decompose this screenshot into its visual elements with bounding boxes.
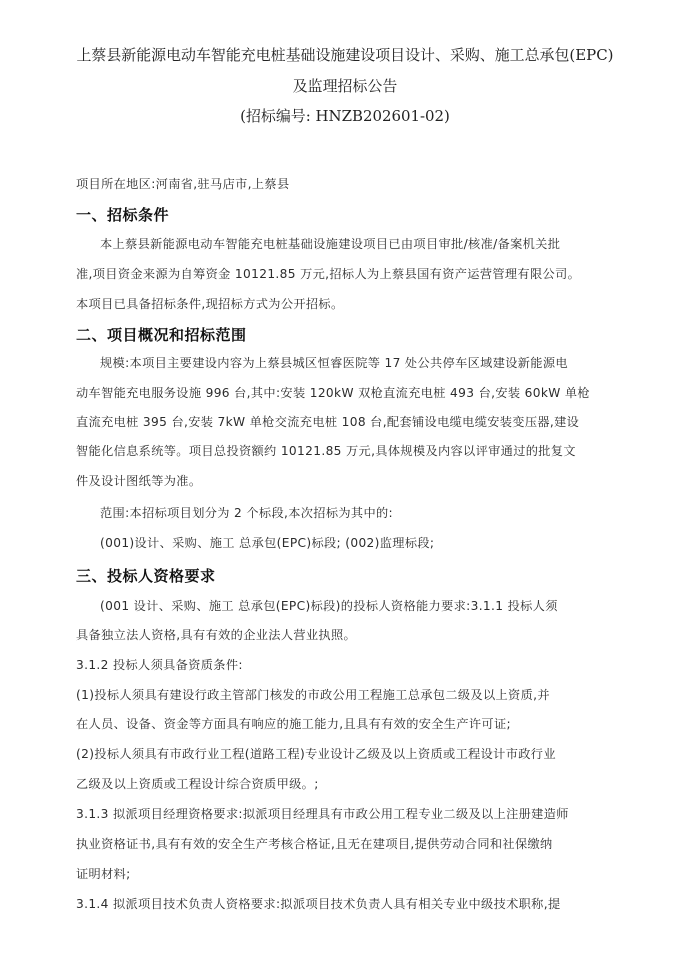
section-3-paragraph-line: 证明材料; xyxy=(76,867,131,881)
section-3-paragraph-line: (1)投标人须具有建设行政主管部门核发的市政公用工程施工总承包二级及以上资质,并 xyxy=(76,688,550,702)
section-3-paragraph-line: 3.1.3 拟派项目经理资格要求:拟派项目经理具有市政公用工程专业二级及以上注册建造师 xyxy=(76,807,569,821)
section-2-paragraph-line: 件及设计图纸等为准。 xyxy=(76,474,202,488)
section-3-paragraph-line: 具备独立法人资格,具有有效的企业法人营业执照。 xyxy=(76,628,357,642)
section-3-paragraph-line: 3.1.4 拟派项目技术负责人资格要求:拟派项目技术负责人具有相关专业中级技术职称,提 xyxy=(76,897,561,911)
section-2-paragraph-line: 直流充电桩 395 台,安装 7kW 单枪交流充电桩 108 台,配套铺设电缆电缆安装变压器,建设 xyxy=(76,415,580,429)
section-2-lots-line: (001)设计、采购、施工 总承包(EPC)标段; (002)监理标段; xyxy=(100,536,435,550)
document-title-line-2: 及监理招标公告 xyxy=(292,77,398,95)
section-3-paragraph-line: 执业资格证书,具有有效的安全生产考核合格证,且无在建项目,提供劳动合同和社保缴纳 xyxy=(76,837,553,851)
section-2-paragraph-line: 规模:本项目主要建设内容为上蔡县城区恒睿医院等 17 处公共停车区域建设新能源电 xyxy=(100,356,568,370)
section-2-paragraph-line: 动车智能充电服务设施 996 台,其中:安装 120kW 双枪直流充电桩 493 台,安装 60kW 单枪 xyxy=(76,386,590,400)
section-1-heading: 一、招标条件 xyxy=(76,206,170,224)
section-2-paragraph-line: 智能化信息系统等。项目总投资额约 10121.85 万元,具体规模及内容以评审通过的批复文 xyxy=(76,444,576,458)
document-title-line-1: 上蔡县新能源电动车智能充电桩基础设施建设项目设计、采购、施工总承包(EPC) xyxy=(76,46,614,64)
project-location: 项目所在地区:河南省,驻马店市,上蔡县 xyxy=(76,177,290,191)
section-3-heading: 三、投标人资格要求 xyxy=(76,567,216,585)
section-3-paragraph-line: 乙级及以上资质或工程设计综合资质甲级。; xyxy=(76,777,319,791)
section-3-paragraph-line: (001 设计、采购、施工 总承包(EPC)标段)的投标人资格能力要求:3.1.1 投标人须 xyxy=(100,599,558,613)
section-3-paragraph-line: (2)投标人须具有市政行业工程(道路工程)专业设计乙级及以上资质或工程设计市政行业 xyxy=(76,747,556,761)
section-3-paragraph-line: 3.1.2 投标人须具备资质条件: xyxy=(76,658,243,672)
bid-number: (招标编号: HNZB202601-02) xyxy=(240,107,450,125)
section-3-paragraph-line: 在人员、设备、资金等方面具有响应的施工能力,且具有有效的安全生产许可证; xyxy=(76,717,511,731)
section-1-paragraph-line: 本上蔡县新能源电动车智能充电桩基础设施建设项目已由项目审批/核准/备案机关批 xyxy=(100,237,561,251)
section-2-heading: 二、项目概况和招标范围 xyxy=(76,326,247,344)
section-1-paragraph-line: 准,项目资金来源为自筹资金 10121.85 万元,招标人为上蔡县国有资产运营管理有限公司。 xyxy=(76,267,581,281)
section-2-scope-line: 范围:本招标项目划分为 2 个标段,本次招标为其中的: xyxy=(100,506,393,520)
section-1-paragraph-line: 本项目已具备招标条件,现招标方式为公开招标。 xyxy=(76,297,344,311)
